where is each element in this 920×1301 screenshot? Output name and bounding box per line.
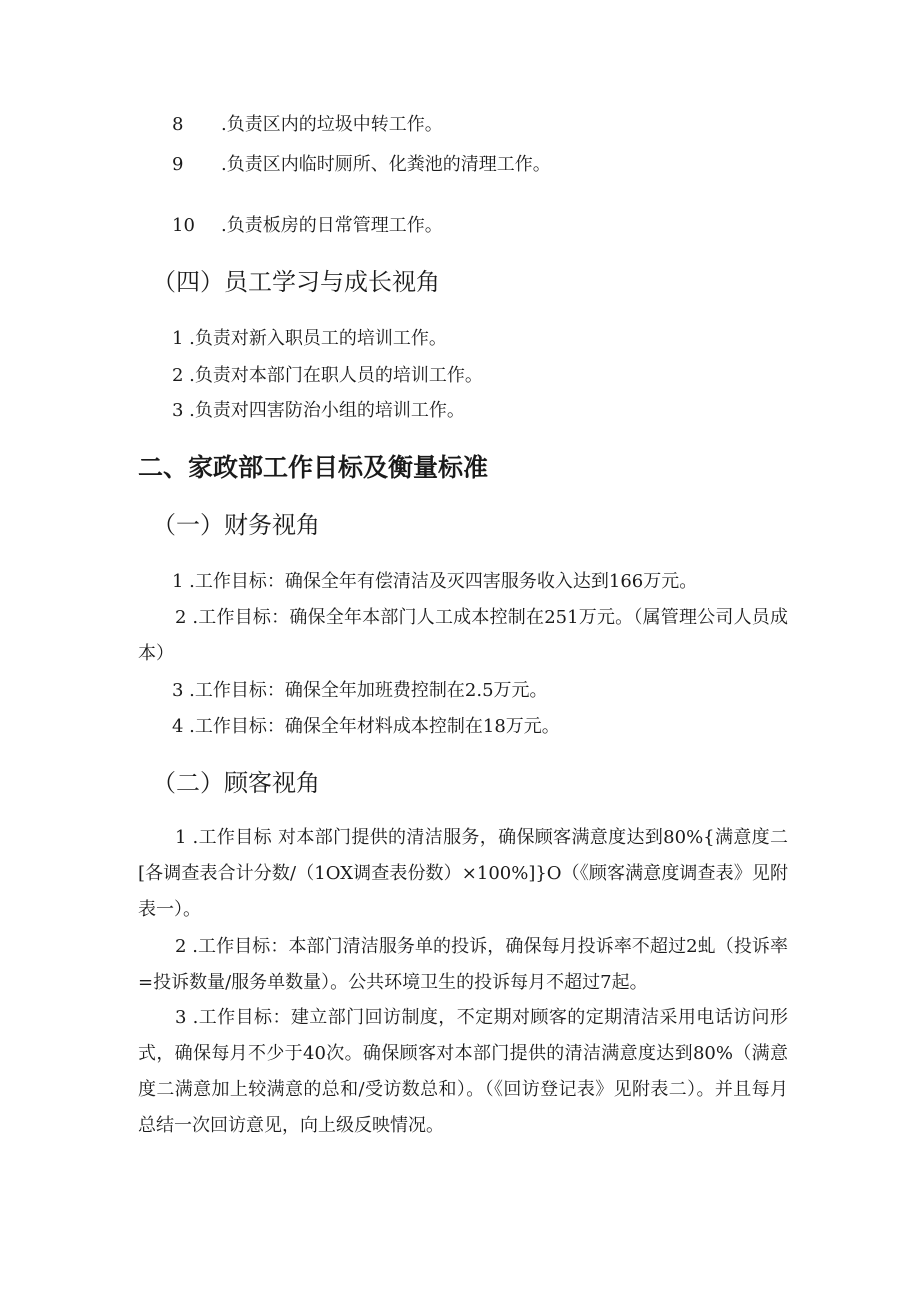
list-item: 2 .工作目标：确保全年本部门人工成本控制在251万元。（属管理公司人员成本） <box>138 607 788 664</box>
page-title: 二、家政部工作目标及衡量标准 <box>138 453 489 482</box>
list-item: 2 .负责对本部门在职人员的培训工作。 <box>172 365 483 386</box>
list-item: 4 .工作目标：确保全年材料成本控制在18万元。 <box>172 716 560 737</box>
list-item: .负责区内的垃圾中转工作。 <box>221 114 443 135</box>
list-item: 3 .工作目标：确保全年加班费控制在2.5万元。 <box>172 680 548 701</box>
section-heading-finance: （一）财务视角 <box>152 511 320 539</box>
list-item: 1 .负责对新入职员工的培训工作。 <box>172 328 447 349</box>
list-item: 1 .工作目标 对本部门提供的清洁服务，确保顾客满意度达到80%{满意度二[各调查表合计分数/（1OX调查表份数）×100%]}O（《顾客满意度调查表》见附表一）。 <box>138 827 788 920</box>
list-item: 3 .工作目标：建立部门回访制度，不定期对顾客的定期清洁采用电话访问形式，确保每月不少于40次。确保顾客对本部门提供的清洁满意度达到80%（满意度二满意加上较满意的总和/受访数总和）。（《回访登记表》见附表二）。并且每月总结一次回访意见，向上级反映情况。 <box>138 1007 788 1136</box>
list-item-number: 9 <box>172 154 184 175</box>
list-item: 1 .工作目标：确保全年有偿清洁及灭四害服务收入达到166万元。 <box>172 571 698 592</box>
section-heading-learning: （四）员工学习与成长视角 <box>152 268 440 296</box>
list-item: 2 .工作目标：本部门清洁服务单的投诉，确保每月投诉率不超过2虬（投诉率=投诉数量/服务单数量）。公共环境卫生的投诉每月不超过7起。 <box>138 936 788 993</box>
section-heading-customer: （二）顾客视角 <box>152 769 320 797</box>
list-item: 3 .负责对四害防治小组的培训工作。 <box>172 400 465 421</box>
list-item-number: 10 <box>172 215 195 236</box>
list-item: .负责区内临时厕所、化粪池的清理工作。 <box>221 154 551 175</box>
list-item: .负责板房的日常管理工作。 <box>221 215 443 236</box>
list-item-number: 8 <box>172 114 184 135</box>
